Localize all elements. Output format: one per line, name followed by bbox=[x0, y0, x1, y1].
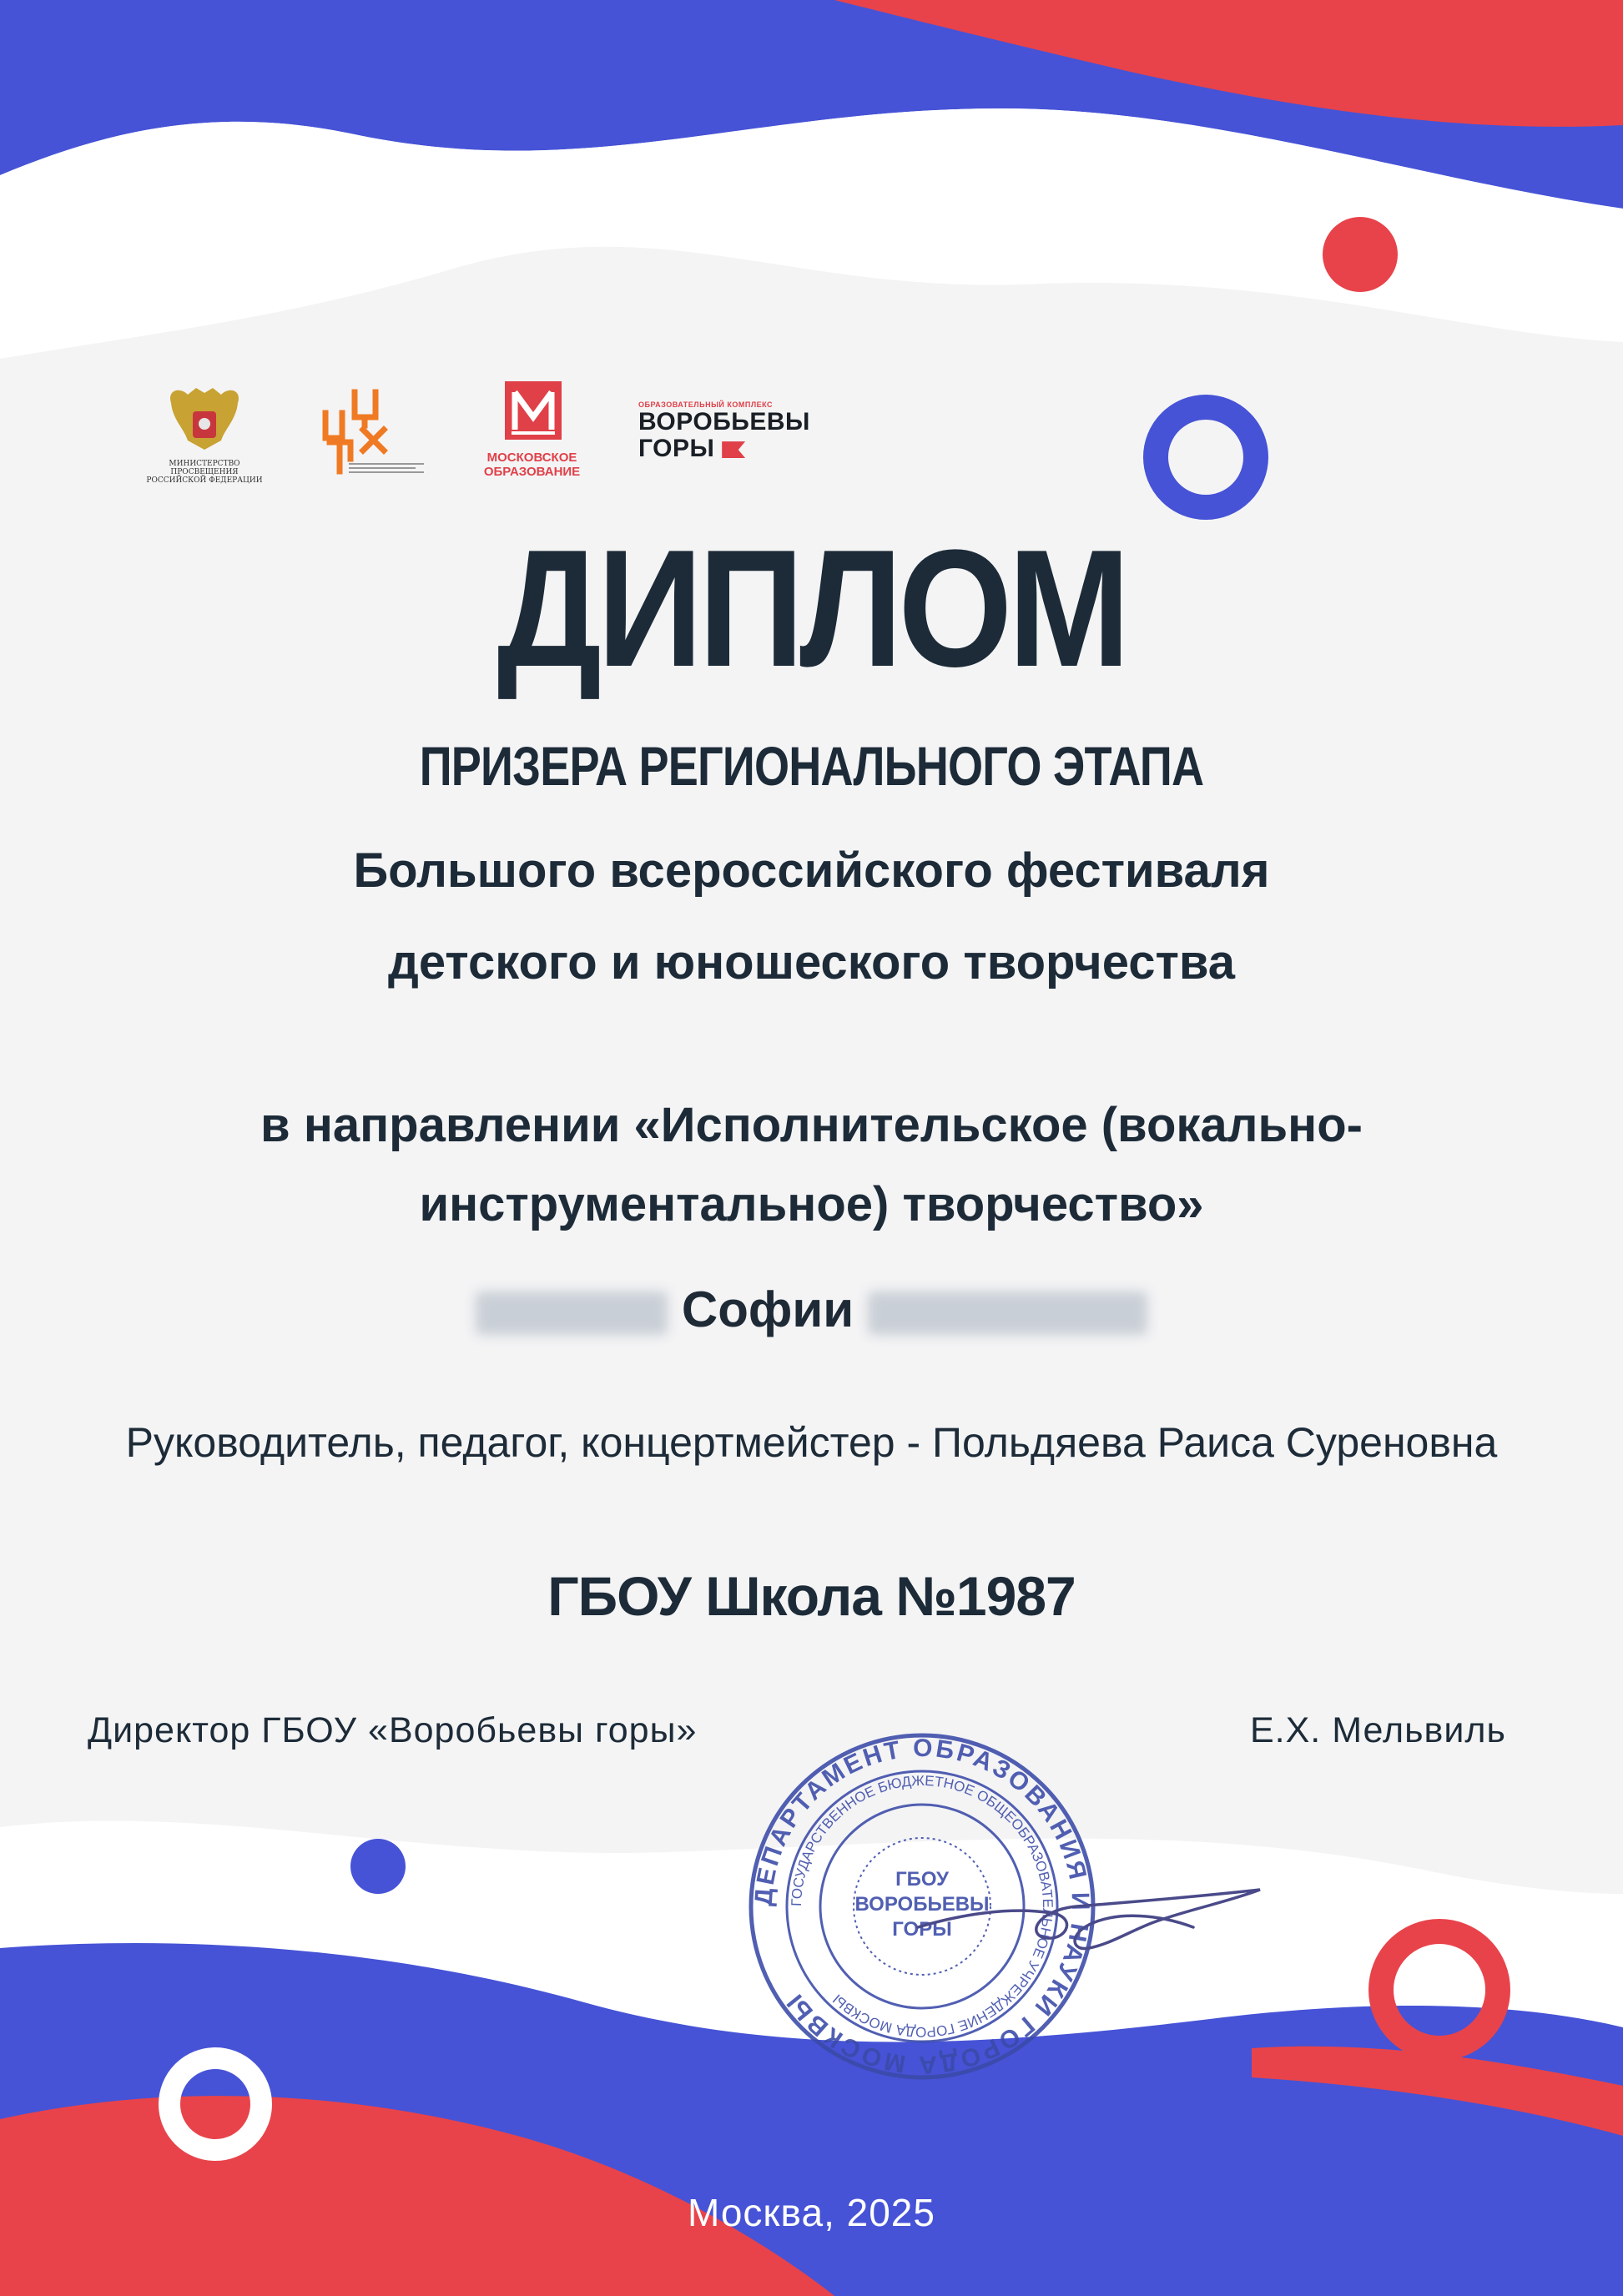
stamp-outer-text: ДЕПАРТАМЕНТ ОБРАЗОВАНИЯ И НАУКИ ГОРОДА МОСКВЫ bbox=[749, 1734, 1095, 2079]
stamp-center-2: ВОРОБЬЕВЫ bbox=[854, 1893, 990, 1916]
vuzt-icon bbox=[317, 380, 442, 480]
stamp-center-3: ГОРЫ bbox=[892, 1918, 952, 1941]
bottom-blue-dot bbox=[350, 1839, 406, 1894]
stamp-center-1: ГБОУ bbox=[895, 1868, 949, 1891]
diploma-title: ДИПЛОМ bbox=[496, 516, 1127, 702]
vuzt-logo bbox=[317, 380, 442, 484]
redacted-patronymic bbox=[868, 1292, 1147, 1335]
recipient-first-name: Софии bbox=[681, 1281, 854, 1337]
leader-line: Руководитель, педагог, концертмейстер - Польдяева Раиса Суреновна bbox=[125, 1419, 1498, 1466]
festival-line-1: Большого всероссийского фестиваля bbox=[353, 843, 1270, 898]
mos-obrazovanie-icon bbox=[480, 380, 584, 446]
coat-of-arms-icon bbox=[138, 384, 271, 456]
school-name: ГБОУ Школа №1987 bbox=[547, 1565, 1076, 1627]
top-red-dot bbox=[1323, 217, 1398, 292]
direction-line-2: инструментальное) творчество» bbox=[419, 1177, 1204, 1231]
mos-obr-caption-2: ОБРАЗОВАНИЕ bbox=[483, 465, 581, 479]
vg-line-1: ВОРОБЬЕВЫ bbox=[638, 408, 810, 436]
mos-obr-caption-1: МОСКОВСКОЕ bbox=[486, 451, 577, 465]
director-name: Е.Х. Мельвиль bbox=[1250, 1710, 1506, 1750]
ministry-caption-2: РОССИЙСКОЙ ФЕДЕРАЦИИ bbox=[146, 476, 263, 485]
vg-flag-icon bbox=[722, 441, 745, 458]
vorobyovy-gory-logo bbox=[638, 400, 830, 462]
vg-line-2-row bbox=[638, 436, 830, 462]
city-year: Москва, 2025 bbox=[688, 2191, 935, 2234]
ministry-logo bbox=[138, 384, 271, 485]
stamp-inner-text: ГОСУДАРСТВЕННОЕ БЮДЖЕТНОЕ ОБЩЕОБРАЗОВАТЕЛЬНОЕ УЧРЕЖДЕНИЕ ГОРОДА МОСКВЫ bbox=[788, 1772, 1056, 2041]
vg-top-text: ОБРАЗОВАТЕЛЬНЫЙ КОМПЛЕКС bbox=[638, 400, 774, 409]
signature bbox=[910, 1865, 1277, 1965]
redacted-surname bbox=[476, 1292, 668, 1335]
recipient-name bbox=[0, 1276, 1623, 1343]
vg-line-2: ГОРЫ bbox=[638, 435, 715, 462]
top-blue-ring bbox=[1156, 407, 1256, 507]
direction-line-1: в направлении «Исполнительское (вокально- bbox=[260, 1098, 1363, 1152]
director-label: Директор ГБОУ «Воробьевы горы» bbox=[88, 1710, 698, 1750]
ministry-caption-1: МИНИСТЕРСТВО ПРОСВЕЩЕНИЯ bbox=[169, 460, 240, 476]
festival-line-2: детского и юношеского творчества bbox=[388, 935, 1235, 989]
diploma-subtitle: ПРИЗЕРА РЕГИОНАЛЬНОГО ЭТАПА bbox=[419, 735, 1204, 797]
mos-obrazovanie-logo bbox=[480, 380, 584, 479]
